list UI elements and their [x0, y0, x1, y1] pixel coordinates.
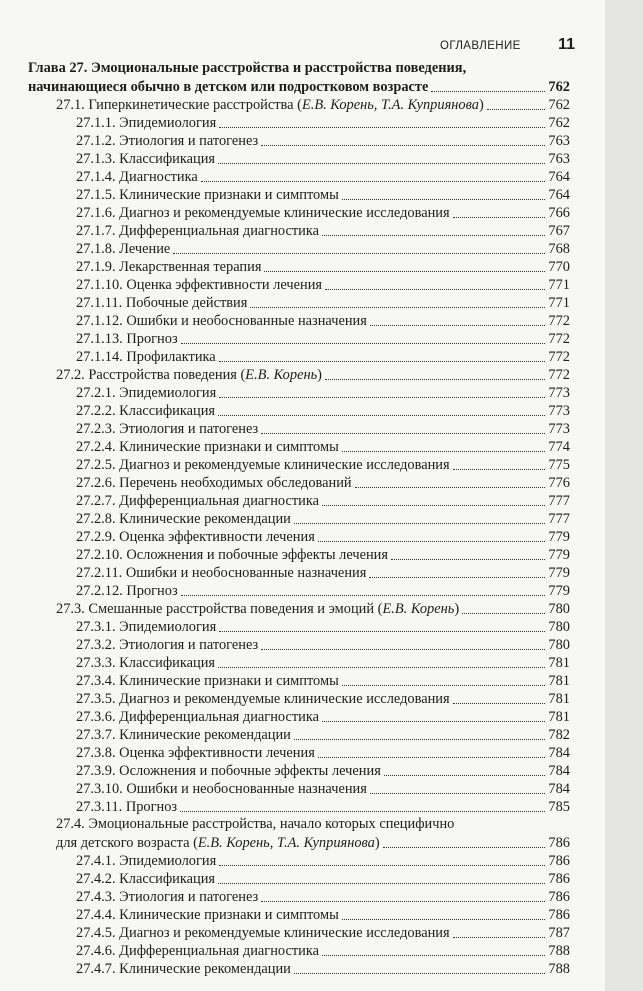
header-title: ОГЛАВЛЕНИЕ	[440, 40, 521, 52]
leader-dots	[219, 397, 545, 398]
subsection-title: 27.3.3. Классификация	[76, 655, 216, 671]
section-entry[interactable]	[28, 599, 570, 617]
section-entry[interactable]	[28, 365, 570, 383]
subsection-title: 27.3.7. Клинические рекомендации	[76, 727, 291, 743]
subsection-page: 763	[548, 151, 570, 167]
leader-dots	[342, 919, 546, 920]
chapter-title-line1: Глава 27. Эмоциональные расстройства и расстройства поведения,	[28, 60, 467, 76]
subsection-entry[interactable]	[28, 419, 570, 437]
subsection-page: 762	[548, 115, 570, 131]
subsection-entry[interactable]	[28, 221, 570, 239]
subsection-title: 27.2.5. Диагноз и рекомендуемые клинические исследования	[76, 457, 450, 473]
section-title-start: 27.3. Смешанные расстройства поведения и эмоций (	[56, 601, 383, 617]
subsection-page: 781	[548, 673, 570, 689]
subsection-title: 27.3.4. Клинические признаки и симптомы	[76, 673, 339, 689]
subsection-page: 781	[548, 655, 570, 671]
leader-dots	[322, 721, 545, 722]
leader-dots	[453, 469, 546, 470]
subsection-page: 784	[548, 763, 570, 779]
subsection-entry[interactable]	[28, 329, 570, 347]
subsection-title: 27.2.8. Клинические рекомендации	[76, 511, 291, 527]
subsection-entry[interactable]	[28, 275, 570, 293]
subsection-title: 27.2.3. Этиология и патогенез	[76, 421, 259, 437]
subsection-entry[interactable]	[28, 671, 570, 689]
section-authors: Е.В. Корень, Т.А. Куприянова	[197, 835, 375, 851]
subsection-page: 764	[548, 187, 570, 203]
subsection-title: 27.3.1. Эпидемиология	[76, 619, 217, 635]
leader-dots	[384, 775, 546, 776]
leader-dots	[173, 253, 545, 254]
subsection-entry[interactable]	[28, 383, 570, 401]
leader-dots	[250, 307, 545, 308]
subsection-page: 772	[548, 349, 570, 365]
section-entry[interactable]	[28, 815, 570, 851]
subsection-entry[interactable]	[28, 905, 570, 923]
subsection-title: 27.1.2. Этиология и патогенез	[76, 133, 259, 149]
section-title-start: 27.1. Гиперкинетические расстройства (	[56, 97, 302, 113]
leader-dots	[487, 109, 546, 110]
section-title-block	[56, 815, 570, 851]
subsection-entry[interactable]	[28, 653, 570, 671]
subsection-page: 763	[548, 133, 570, 149]
subsection-entry[interactable]	[28, 635, 570, 653]
subsection-entry[interactable]	[28, 725, 570, 743]
subsection-page: 786	[548, 871, 570, 887]
subsection-title: 27.1.1. Эпидемиология	[76, 115, 217, 131]
leader-dots	[322, 505, 545, 506]
subsection-entry[interactable]	[28, 347, 570, 365]
leader-dots	[219, 631, 545, 632]
section-title-line1: 27.4. Эмоциональные расстройства, начало которых специфично	[56, 816, 455, 832]
section-title-close: )	[374, 835, 380, 851]
subsection-entry[interactable]	[28, 851, 570, 869]
subsection-title: 27.4.2. Классификация	[76, 871, 216, 887]
subsection-page: 780	[548, 619, 570, 635]
leader-dots	[181, 595, 546, 596]
subsection-page: 786	[548, 907, 570, 923]
chapter-title-line2: начинающиеся обычно в детском или подростковом возрасте	[28, 79, 429, 95]
subsection-entry[interactable]	[28, 581, 570, 599]
section-title-close: )	[478, 97, 484, 113]
leader-dots	[181, 343, 546, 344]
leader-dots	[218, 163, 545, 164]
leader-dots	[180, 811, 545, 812]
leader-dots	[431, 91, 545, 92]
subsection-title: 27.2.7. Дифференциальная диагностика	[76, 493, 319, 509]
subsection-entry[interactable]	[28, 491, 570, 509]
subsection-entry[interactable]	[28, 743, 570, 761]
subsection-page: 784	[548, 745, 570, 761]
subsection-entry[interactable]	[28, 473, 570, 491]
subsection-entry[interactable]	[28, 239, 570, 257]
subsection-page: 770	[548, 259, 570, 275]
subsection-page: 784	[548, 781, 570, 797]
subsection-title: 27.1.3. Классификация	[76, 151, 216, 167]
section-page: 786	[548, 835, 570, 851]
leader-dots	[322, 955, 545, 956]
section-page: 762	[548, 97, 570, 113]
subsection-entry[interactable]	[28, 131, 570, 149]
leader-dots	[462, 613, 545, 614]
page-edge	[605, 0, 643, 991]
section-authors: Е.В. Корень	[245, 367, 318, 383]
subsection-page: 773	[548, 421, 570, 437]
subsection-entry[interactable]	[28, 293, 570, 311]
subsection-title: 27.1.5. Клинические признаки и симптомы	[76, 187, 339, 203]
subsection-page: 779	[548, 583, 570, 599]
leader-dots	[370, 793, 546, 794]
subsection-title: 27.2.11. Ошибки и необоснованные назначения	[76, 565, 367, 581]
leader-dots	[261, 901, 545, 902]
subsection-title: 27.1.6. Диагноз и рекомендуемые клинические исследования	[76, 205, 450, 221]
leader-dots	[342, 685, 546, 686]
subsection-title: 27.4.5. Диагноз и рекомендуемые клинические исследования	[76, 925, 450, 941]
leader-dots	[218, 415, 545, 416]
subsection-page: 777	[548, 511, 570, 527]
subsection-title: 27.1.9. Лекарственная терапия	[76, 259, 262, 275]
subsection-entry[interactable]	[28, 401, 570, 419]
subsection-page: 787	[548, 925, 570, 941]
leader-dots	[325, 379, 545, 380]
subsection-entry[interactable]	[28, 797, 570, 815]
subsection-page: 775	[548, 457, 570, 473]
subsection-title: 27.1.7. Дифференциальная диагностика	[76, 223, 319, 239]
leader-dots	[453, 217, 546, 218]
subsection-page: 781	[548, 709, 570, 725]
leader-dots	[294, 523, 546, 524]
leader-dots	[383, 847, 546, 848]
section-authors: Е.В. Корень, Т.А. Куприянова	[301, 97, 479, 113]
section-title	[56, 601, 459, 617]
section-title-text	[56, 835, 380, 851]
chapter-page: 762	[548, 79, 570, 95]
subsection-title: 27.1.14. Профилактика	[76, 349, 216, 365]
subsection-title: 27.4.3. Этиология и патогенез	[76, 889, 259, 905]
subsection-page: 788	[548, 961, 570, 977]
running-header	[440, 36, 575, 54]
leader-dots	[201, 181, 546, 182]
section-page: 780	[548, 601, 570, 617]
subsection-page: 773	[548, 385, 570, 401]
leader-dots	[342, 451, 546, 452]
subsection-entry[interactable]	[28, 149, 570, 167]
subsection-entry[interactable]	[28, 761, 570, 779]
subsection-title: 27.2.9. Оценка эффективности лечения	[76, 529, 315, 545]
leader-dots	[453, 937, 546, 938]
leader-dots	[219, 127, 545, 128]
leader-dots	[325, 289, 545, 290]
subsection-title: 27.1.12. Ошибки и необоснованные назначения	[76, 313, 367, 329]
subsection-entry[interactable]	[28, 779, 570, 797]
subsection-page: 772	[548, 331, 570, 347]
subsection-title: 27.4.6. Дифференциальная диагностика	[76, 943, 319, 959]
subsection-title: 27.4.1. Эпидемиология	[76, 853, 217, 869]
subsection-title: 27.1.10. Оценка эффективности лечения	[76, 277, 323, 293]
leader-dots	[294, 739, 546, 740]
leader-dots	[369, 577, 545, 578]
section-title-close: )	[454, 601, 460, 617]
subsection-entry[interactable]	[28, 689, 570, 707]
subsection-title: 27.3.8. Оценка эффективности лечения	[76, 745, 315, 761]
subsection-title: 27.2.6. Перечень необходимых обследований	[76, 475, 352, 491]
subsection-page: 779	[548, 529, 570, 545]
table-of-contents	[28, 59, 570, 977]
subsection-page: 773	[548, 403, 570, 419]
subsection-page: 764	[548, 169, 570, 185]
leader-dots	[342, 199, 546, 200]
subsection-entry[interactable]	[28, 113, 570, 131]
subsection-entry[interactable]	[28, 509, 570, 527]
subsection-page: 786	[548, 853, 570, 869]
section-authors: Е.В. Корень	[382, 601, 455, 617]
subsection-page: 785	[548, 799, 570, 815]
leader-dots	[318, 541, 546, 542]
section-title	[56, 97, 484, 113]
subsection-page: 780	[548, 637, 570, 653]
subsection-entry[interactable]	[28, 941, 570, 959]
leader-dots	[294, 973, 546, 974]
leader-dots	[218, 667, 545, 668]
subsection-page: 766	[548, 205, 570, 221]
subsection-entry[interactable]	[28, 203, 570, 221]
leader-dots	[370, 325, 546, 326]
subsection-page: 777	[548, 493, 570, 509]
chapter-entry[interactable]	[28, 59, 570, 95]
subsection-title: 27.1.8. Лечение	[76, 241, 171, 257]
subsection-entry[interactable]	[28, 959, 570, 977]
section-title-close: )	[317, 367, 322, 383]
leader-dots	[318, 757, 546, 758]
subsection-page: 786	[548, 889, 570, 905]
section-page: 772	[548, 367, 570, 383]
subsection-title: 27.3.5. Диагноз и рекомендуемые клинические исследования	[76, 691, 450, 707]
section-title	[56, 367, 322, 383]
subsection-page: 781	[548, 691, 570, 707]
subsection-title: 27.1.11. Побочные действия	[76, 295, 248, 311]
section-title-line2	[56, 833, 570, 851]
subsection-title: 27.2.10. Осложнения и побочные эффекты лечения	[76, 547, 389, 563]
subsection-page: 768	[548, 241, 570, 257]
subsection-title: 27.1.4. Диагностика	[76, 169, 198, 185]
subsection-page: 776	[548, 475, 570, 491]
subsection-entry[interactable]	[28, 311, 570, 329]
subsection-page: 771	[548, 295, 570, 311]
subsection-title: 27.2.1. Эпидемиология	[76, 385, 217, 401]
leader-dots	[391, 559, 545, 560]
subsection-entry[interactable]	[28, 869, 570, 887]
leader-dots	[219, 865, 545, 866]
section-title-start: 27.2. Расстройства поведения (	[56, 367, 246, 383]
leader-dots	[264, 271, 545, 272]
subsection-page: 772	[548, 313, 570, 329]
leader-dots	[261, 433, 545, 434]
leader-dots	[219, 361, 546, 362]
subsection-title: 27.3.11. Прогноз	[76, 799, 178, 815]
subsection-title: 27.3.6. Дифференциальная диагностика	[76, 709, 319, 725]
leader-dots	[261, 649, 545, 650]
subsection-entry[interactable]	[28, 617, 570, 635]
subsection-entry[interactable]	[28, 527, 570, 545]
subsection-entry[interactable]	[28, 167, 570, 185]
subsection-entry[interactable]	[28, 887, 570, 905]
leader-dots	[322, 235, 545, 236]
subsection-entry[interactable]	[28, 563, 570, 581]
subsection-entry[interactable]	[28, 923, 570, 941]
leader-dots	[218, 883, 545, 884]
subsection-title: 27.2.4. Клинические признаки и симптомы	[76, 439, 339, 455]
subsection-entry[interactable]	[28, 707, 570, 725]
subsection-entry[interactable]	[28, 185, 570, 203]
subsection-page: 774	[548, 439, 570, 455]
subsection-title: 27.1.13. Прогноз	[76, 331, 178, 347]
subsection-entry[interactable]	[28, 437, 570, 455]
subsection-entry[interactable]	[28, 545, 570, 563]
leader-dots	[355, 487, 546, 488]
subsection-title: 27.3.10. Ошибки и необоснованные назначения	[76, 781, 367, 797]
leader-dots	[453, 703, 546, 704]
subsection-title: 27.4.7. Клинические рекомендации	[76, 961, 291, 977]
subsection-page: 782	[548, 727, 570, 743]
section-title-start: для детского возраста (	[56, 835, 198, 851]
subsection-title: 27.4.4. Клинические признаки и симптомы	[76, 907, 339, 923]
subsection-page: 771	[548, 277, 570, 293]
section-entry[interactable]	[28, 95, 570, 113]
subsection-page: 767	[548, 223, 570, 239]
subsection-title: 27.3.9. Осложнения и побочные эффекты лечения	[76, 763, 381, 779]
subsection-page: 779	[548, 547, 570, 563]
leader-dots	[261, 145, 545, 146]
subsection-entry[interactable]	[28, 257, 570, 275]
subsection-page: 779	[548, 565, 570, 581]
header-page-number: 11	[558, 36, 575, 53]
subsection-page: 788	[548, 943, 570, 959]
subsection-entry[interactable]	[28, 455, 570, 473]
subsection-title: 27.3.2. Этиология и патогенез	[76, 637, 259, 653]
subsection-title: 27.2.2. Классификация	[76, 403, 216, 419]
subsection-title: 27.2.12. Прогноз	[76, 583, 178, 599]
